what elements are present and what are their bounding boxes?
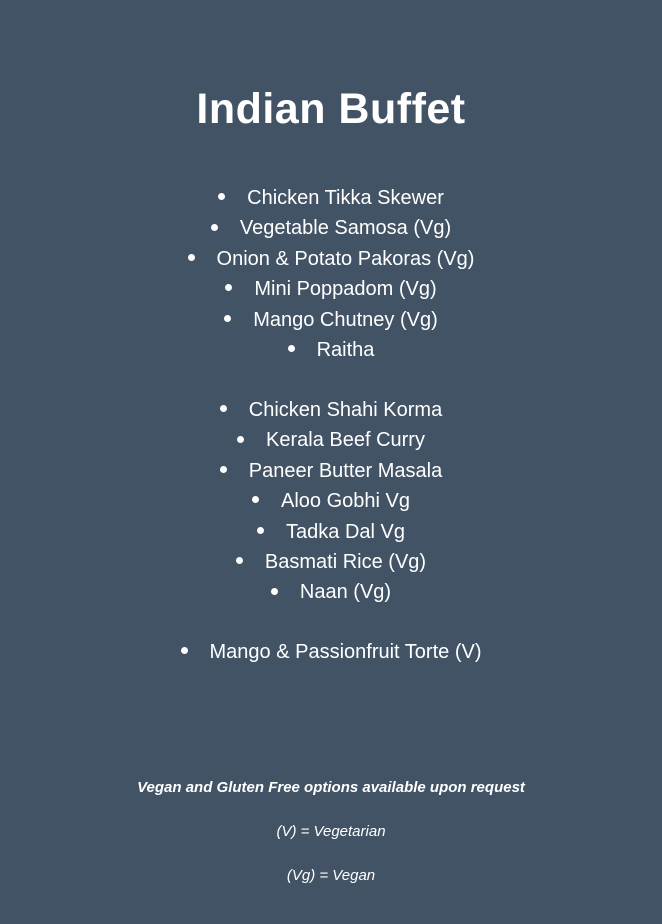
menu-item-label: Naan (Vg) bbox=[299, 581, 392, 604]
list-item bbox=[0, 637, 662, 667]
mains-list bbox=[0, 395, 662, 608]
menu-item-label: Tadka Dal Vg bbox=[286, 520, 405, 543]
menu-item-label: Chicken Shahi Korma bbox=[248, 399, 443, 421]
list-item bbox=[0, 517, 662, 547]
menu-item-label: Kerala Beef Curry bbox=[266, 429, 425, 452]
bullet-icon bbox=[211, 224, 218, 231]
bullet-icon bbox=[237, 436, 244, 443]
list-item bbox=[0, 395, 662, 425]
menu-item-label: Basmati Rice (Vg) bbox=[264, 550, 427, 573]
desserts-list bbox=[0, 637, 662, 667]
list-item bbox=[0, 213, 662, 243]
list-item bbox=[0, 305, 662, 335]
dietary-options-note: Vegan and Gluten Free options available upon request bbox=[137, 779, 525, 796]
bullet-icon bbox=[252, 496, 259, 503]
bullet-icon bbox=[188, 254, 195, 261]
bullet-icon bbox=[257, 527, 264, 534]
bullet-icon bbox=[288, 345, 295, 352]
bullet-icon bbox=[220, 466, 227, 473]
bullet-icon bbox=[218, 193, 225, 200]
bullet-icon bbox=[271, 588, 278, 595]
vegetarian-key: (V) = Vegetarian bbox=[276, 823, 386, 840]
bullet-icon bbox=[225, 284, 232, 291]
menu-item-label: Raitha bbox=[316, 338, 375, 361]
starters-list bbox=[0, 183, 662, 365]
vegan-key: (Vg) = Vegan bbox=[286, 867, 376, 884]
list-item bbox=[0, 486, 662, 516]
bullet-icon bbox=[181, 647, 188, 654]
list-item bbox=[0, 183, 662, 213]
menu-item-label: Aloo Gobhi Vg bbox=[281, 490, 410, 513]
menu-item-label: Mini Poppadom (Vg) bbox=[254, 278, 437, 301]
menu-item-label: Vegetable Samosa (Vg) bbox=[239, 217, 452, 240]
menu-item-label: Chicken Tikka Skewer bbox=[247, 187, 444, 209]
list-item bbox=[0, 456, 662, 486]
menu-item-label: Mango & Passionfruit Torte (V) bbox=[209, 641, 482, 663]
menu-item-label: Paneer Butter Masala bbox=[248, 459, 443, 482]
list-item bbox=[0, 274, 662, 304]
list-item bbox=[0, 244, 662, 274]
list-item bbox=[0, 335, 662, 365]
bullet-icon bbox=[236, 557, 243, 564]
menu-title: Indian Buffet bbox=[196, 84, 466, 133]
list-item bbox=[0, 577, 662, 607]
list-item bbox=[0, 547, 662, 577]
menu-item-label: Onion & Potato Pakoras (Vg) bbox=[216, 247, 475, 270]
bullet-icon bbox=[224, 315, 231, 322]
list-item bbox=[0, 425, 662, 455]
bullet-icon bbox=[220, 405, 227, 412]
menu-item-label: Mango Chutney (Vg) bbox=[253, 308, 438, 331]
